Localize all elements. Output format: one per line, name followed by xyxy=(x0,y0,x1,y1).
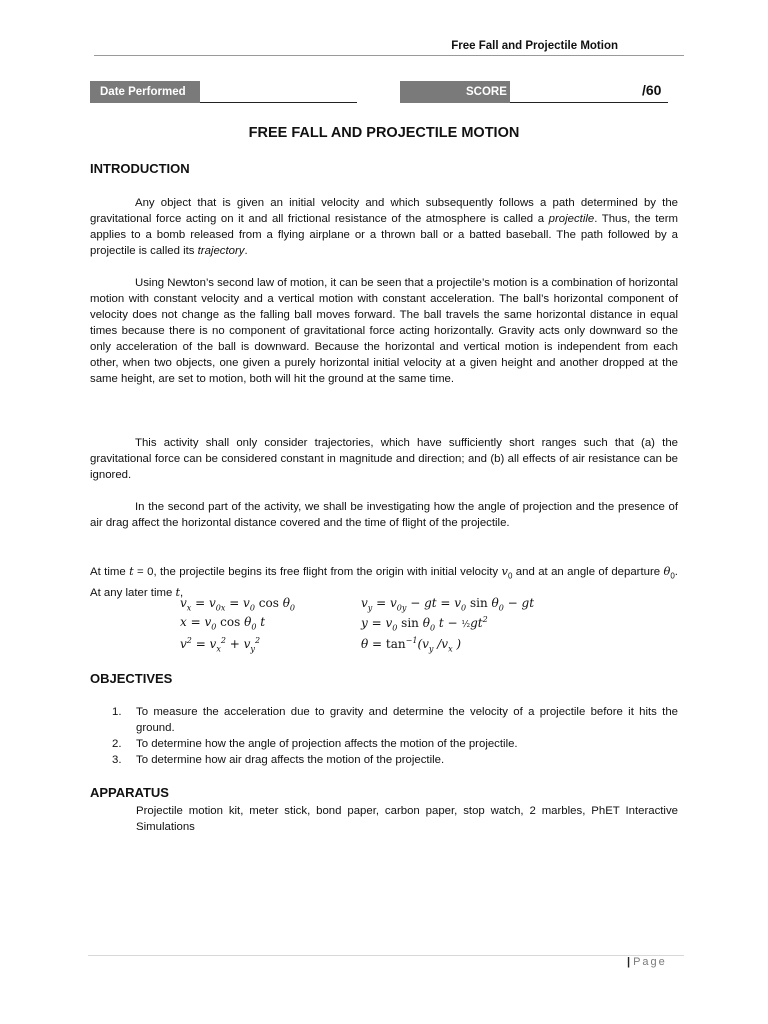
intro-p1-text-a: Any object that is given an initial velocity and which subsequently follows a path determined by the gravitational force acting on it and all frictional resistance of the atmosphere is called a xyxy=(90,197,678,225)
intro-p1-text-c: . xyxy=(244,245,248,257)
equation-vy: $v_y = v_{0y}$ − gt = $v_0$ $\sin \theta_0$ − gt xyxy=(361,596,535,613)
intro-paragraph-3: This activity shall only consider trajectories, which have sufficiently short ranges such that (a) the gravitational force can be considered constant in magnitude and direction; and (b) all effects of air resistance can be ignored. xyxy=(90,437,678,481)
equation-y: $y = v_0$ $\sin \theta_0$ $t - \frac{1}{2}gt^2$ xyxy=(361,615,488,633)
objectives-list xyxy=(90,704,678,768)
equation-theta: $\theta = \tan^{-1}(v_y$ $/v_x$ ) xyxy=(361,636,462,654)
footer-page-label: Page xyxy=(633,956,667,968)
objective-number: 1. xyxy=(112,706,122,718)
objective-item xyxy=(90,736,678,752)
intro-p5-text-e: , xyxy=(180,587,184,600)
footer-bar: | xyxy=(627,956,631,968)
objective-item xyxy=(90,704,678,736)
document-title: FREE FALL AND PROJECTILE MOTION xyxy=(248,125,520,141)
intro-paragraph-4: In the second part of the activity, we shall be investigating how the angle of projection and the presence of air drag affect the horizontal distance covered and the time of flight of the projectile. xyxy=(90,501,678,529)
intro-p5-text-b: , the projectile begins its free flight from the origin with initial velocity xyxy=(153,566,502,578)
intro-paragraph-5: At time t = 0, the projectile begins its free flight from the origin with initial velocity $v_0$ and at an angle of departure $\theta_0$. At any later time t, xyxy=(90,564,678,600)
score-total: /60 xyxy=(642,82,662,98)
apparatus-heading: APPARATUS xyxy=(90,785,169,800)
footer-rule xyxy=(88,955,684,956)
introduction-heading: INTRODUCTION xyxy=(90,161,190,176)
objective-number: 3. xyxy=(112,754,122,766)
header-rule xyxy=(94,55,684,56)
score-label: SCORE xyxy=(400,81,510,103)
term-trajectory: trajectory xyxy=(197,245,245,257)
intro-paragraph-2: Using Newton’s second law of motion, it can be seen that a projectile’s motion is a combination of horizontal motion with constant velocity and a vertical motion with constant acceleration. The ball’s horizontal component of velocity does not change as the falling ball moves forward. The ball travels the same horizontal distance in equal times because there is no component of gravitational force acting horizontally. Gravity acts only downward so the only acceleration of the ball is downward. Because the horizontal and vertical motion is independent from each other, when two objects, one given a purely horizontal initial velocity at a given height and another dropped at the same height, are set to motion, both will hit the ground at the same time. xyxy=(90,277,678,385)
equation-v-squared: $v^2 = v_x^2 + v_y^2$ xyxy=(180,636,261,654)
score-field[interactable] xyxy=(510,102,668,103)
objectives-heading: OBJECTIVES xyxy=(90,671,173,686)
date-performed-field[interactable] xyxy=(200,102,357,103)
objective-item xyxy=(90,752,678,768)
apparatus-text: Projectile motion kit, meter stick, bond paper, carbon paper, stop watch, 2 marbles, PhET Interactive Simulations xyxy=(136,805,678,833)
equation-x: $x = v_0$ $\cos \theta_0$ t xyxy=(180,615,266,632)
date-performed-label: Date Performed xyxy=(90,81,200,103)
objective-text: To measure the acceleration due to gravity and determine the velocity of a projectile before it hits the ground. xyxy=(136,706,678,734)
objective-number: 2. xyxy=(112,738,122,750)
objective-text: To determine how air drag affects the motion of the projectile. xyxy=(136,754,445,766)
page-footer xyxy=(627,956,667,968)
term-projectile: projectile xyxy=(548,213,595,225)
intro-paragraph-1 xyxy=(90,195,678,259)
equation-vx: $v_x = v_{0x} = v_0$ $\cos \theta_0$ xyxy=(180,596,296,613)
objective-text: To determine how the angle of projection affects the motion of the projectile. xyxy=(136,738,518,750)
intro-p5-text-a: At time xyxy=(90,566,130,578)
running-header-title: Free Fall and Projectile Motion xyxy=(451,40,618,52)
intro-p5-text-c: and at an angle of departure xyxy=(512,566,664,578)
intro-p5-text-d: . At any later time xyxy=(90,566,678,600)
intro-p1-text-b: . Thus, the term applies to a bomb released from a flying airplane or a thrown ball or a batted baseball. The path followed by a projectile is called its xyxy=(90,213,678,257)
